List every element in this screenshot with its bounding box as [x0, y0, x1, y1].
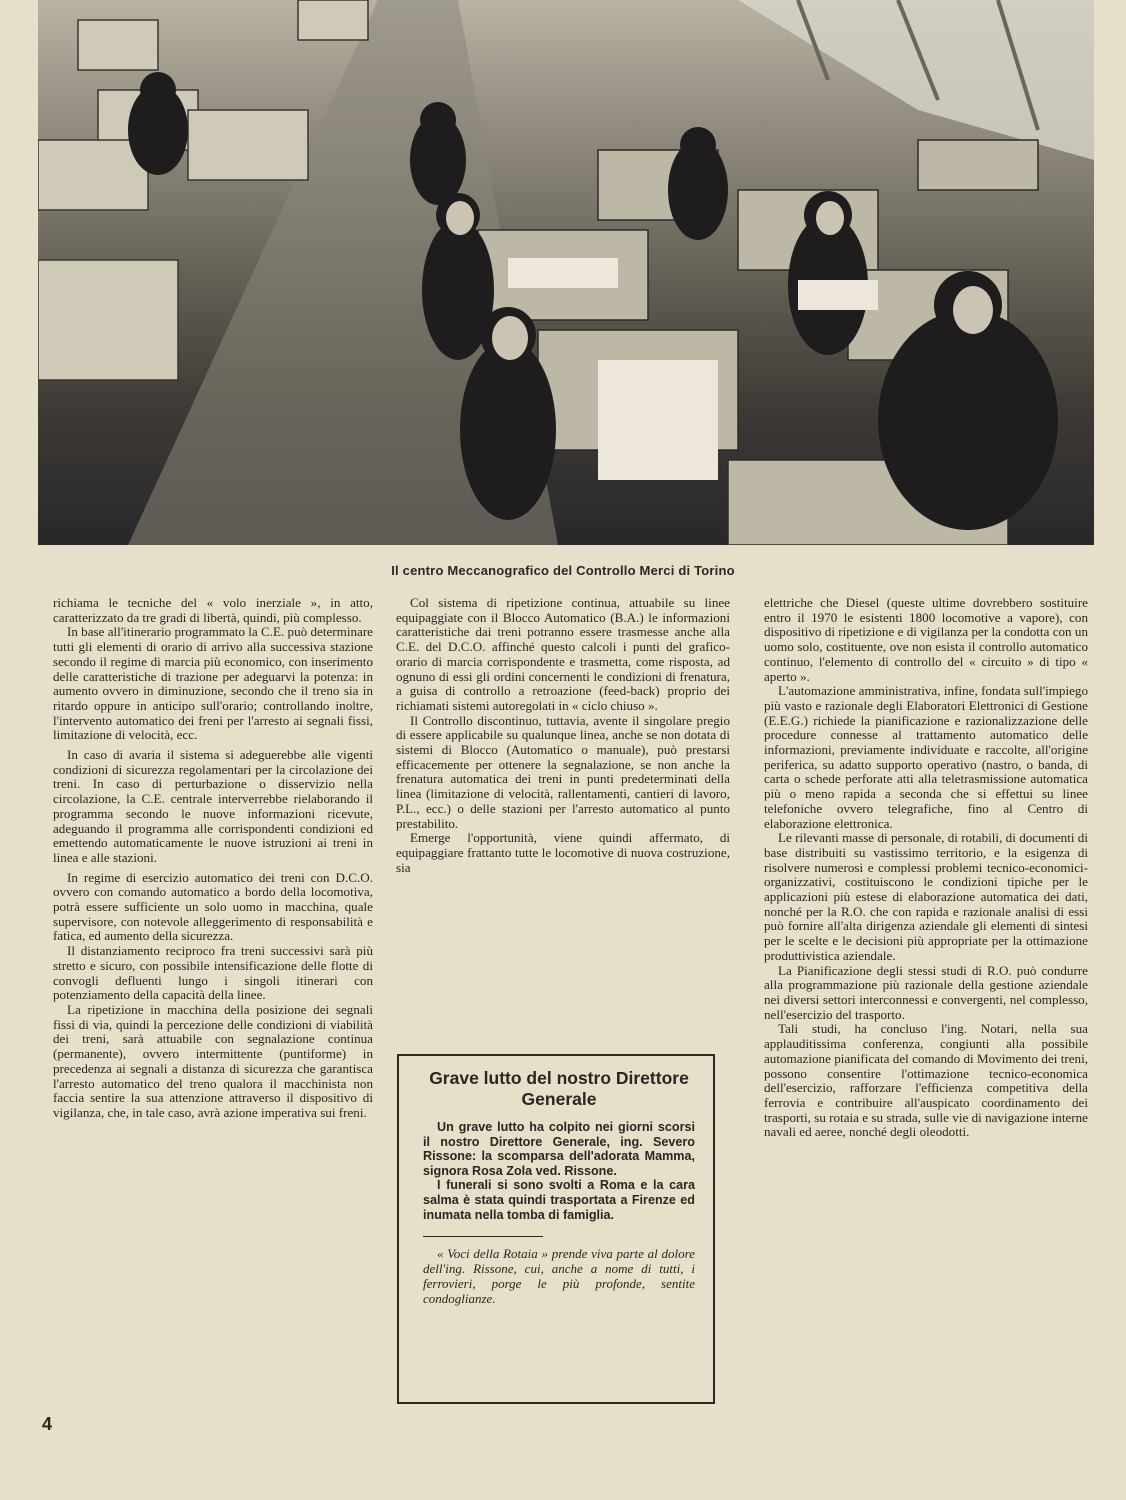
office-photo-illustration — [38, 0, 1094, 545]
column-3 — [764, 596, 1088, 1140]
page-number: 4 — [42, 1414, 53, 1434]
paragraph: Tali studi, ha concluso l'ing. Notari, nella sua applauditissima conferenza, congiunti alla possibile automazione pianificata del comando di Movimento dei treni, possono consentire l'ottimazione tecnico-economica dell'esercizio, rafforzare l'efficienza competitiva della ferrovia e contribuire all'auspicato coordinamento dei trasporti, su rotaia e su strada, sulle vie di navigazione interne navali ed aeree, nonché degli oleodotti. — [764, 1021, 1088, 1140]
notice-quote: « Voci della Rotaia » prende viva parte al dolore dell'ing. Rissone, cui, anche a nome di tutti, i ferrovieri, porge le più profonde, sentite condoglianze. — [423, 1246, 695, 1306]
notice-divider — [423, 1236, 543, 1237]
notice-paragraph: I funerali si sono svolti a Roma e la cara salma è stata quindi trasportata a Firenze ed inumata nella tomba di famiglia. — [423, 1178, 695, 1222]
paragraph: Il distanziamento reciproco fra treni successivi sarà più stretto e sicuro, con possibile intensificazione delle flotte di convogli defluenti lungo i singoli itinerari con potenziamento della capacità della linee. — [53, 943, 373, 1003]
column-2 — [396, 596, 730, 875]
paragraph: Emerge l'opportunità, viene quindi affermato, di equipaggiare frattanto tutte le locomotive di nuova costruzione, sia — [396, 830, 730, 875]
paragraph: Il Controllo discontinuo, tuttavia, avente il singolare pregio di essere applicabile su qualunque linea, anche se non dotata di sistemi di Blocco (Automatico o manuale), può prestarsi efficacemente per ottenere la segnalazione, se non anche la frenatura automatica dei treni in punti predeterminati della linea (limitazione di velocità, rallentamenti, cantieri di lavoro, P.L., ecc.) o delle stazioni per l'arresto automatico al punto prestabilito. — [396, 712, 730, 831]
paragraph: L'automazione amministrativa, infine, fondata sull'impiego più vasto e razionale degli Elaboratori Elettronici di Gestione (E.E.G.) richiede la pianificazione e razionalizzazione delle procedure connesse al trattamento automatico delle informazioni, previamente individuate e raccolte, all'origine periferica, su adatto supporto operativo (nastro, o banda, di carta o schede perforate atti alla teletrasmissione automatica più o meno rapida a seconda che si effettui su linee telefoniche ovvero telegrafiche, fino al Centro di elaborazione elettronica. — [764, 683, 1088, 831]
notice-paragraph: Un grave lutto ha colpito nei giorni scorsi il nostro Direttore Generale, ing. Severo Rissone: la scomparsa dell'adorata Mamma, signora Rosa Zola ved. Rissone. — [423, 1120, 695, 1178]
paragraph: La ripetizione in macchina della posizione dei segnali fissi di via, quindi la percezione delle condizioni di viabilità dei treni, sarà attuabile con segnalazione continua (permanente), ovvero intermittente (puntiforme) in precedenza ai segnali a distanza di sicurezza che garantisca l'arresto automatico del treno qualora il macchinista non faccia sentire la sua attenzione attraverso il dispositivo di vigilanza, che, in tale caso, avrà azione imperativa sui freni. — [53, 1001, 373, 1120]
column-1 — [53, 596, 373, 1121]
paragraph: Le rilevanti masse di personale, di rotabili, di documenti di base distribuiti su vastissimo territorio, e la esigenza di risolvere numerosi e complessi problemi tecnico-economici-organizzativi, costituiscono le condizioni tipiche per le applicazioni più estese di elaborazione automatica dei dati, nonché per la R.O. che con rapida e razionale analisi di essi può fornire all'alta dirigenza aziendale gli elementi di sintesi per le scelte e le decisioni più appropriate per la ottimazione produttivistica aziendale. — [764, 830, 1088, 963]
paragraph: In caso di avaria il sistema si adeguerebbe alle vigenti condizioni di sicurezza regolamentari per la circolazione dei treni. In caso di perturbazione o disservizio nella circolazione, la C.E. centrale interverrebbe rielaborando il programma secondo le nuove informazioni ricevute, adeguando il programma alle corrispondenti condizioni ed emettendo automaticamente le nuove istruzioni ai treni in linea e alle stazioni. — [53, 747, 373, 865]
paragraph: Col sistema di ripetizione continua, attuabile su linee equipaggiate con il Blocco Automatico (B.A.) le informazioni caratteristiche dai treni potranno essere trasmesse anche alla C.E. del D.C.O. affinché questo calcoli i punti del grafico-orario di marcia corrispondente e trasmetta, come risposta, ad ognuno di essi gli ordini concernenti le condizioni di frenatura, a guisa di controllo a retroazione (feed-back) proprio dei richiamati sistemi autoregolati in « ciclo chiuso ». — [396, 595, 730, 713]
photo-caption: Il centro Meccanografico del Controllo Merci di Torino — [391, 563, 735, 578]
notice-title: Grave lutto del nostro Direttore Generale — [429, 1068, 689, 1109]
office-photo — [38, 0, 1094, 545]
paragraph: In base all'itinerario programmato la C.E. può determinare tutti gli elementi di orario di arrivo alla successiva stazione secondo il regime di marcia più economico, con inserimento delle caratteristiche di trazione per adeguarvi la potenza: in aumento ovvero in diminuzione, secondo che il treno sia in ritardo oppure in anticipo sull'orario; controllando inoltre, l'intervento automatico dei freni per l'arresto ai segnali fissi, limitazione di velocità, ecc. — [53, 624, 373, 743]
paragraph: elettriche che Diesel (queste ultime dovrebbero sostituire entro il 1970 le esistenti 1800 locomotive a vapore), con dispositivo di ripetizione e di vigilanza per la condotta con un uomo solo, costituente, ove non esista il controllo automatico continuo, l'elemento di controllo del « circuito » di tipo « aperto ». — [764, 595, 1088, 684]
paragraph: In regime di esercizio automatico dei treni con D.C.O. ovvero con comando automatico a bordo della locomotiva, potrà essere sufficiente un solo uomo in macchina, quale supervisore, con notevole alleggerimento di responsabilità e fatica, ed aumento della sicurezza. — [53, 869, 373, 944]
condolence-notice — [397, 1054, 715, 1404]
paragraph: richiama le tecniche del « volo inerziale », in atto, caratterizzato da tre gradi di libertà, quindi, più complesso. — [53, 595, 373, 625]
paragraph: La Pianificazione degli stessi studi di R.O. può condurre alla programmazione più razionale della gestione aziendale nei diversi settori interconnessi e convergenti, nel complesso, nell'esercizio del trasporto. — [764, 962, 1088, 1022]
